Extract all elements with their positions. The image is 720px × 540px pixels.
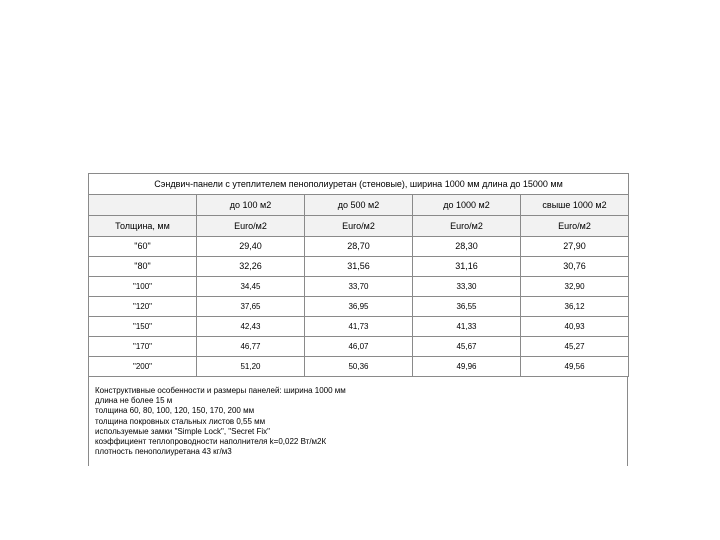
table-row <box>89 337 629 357</box>
note-line: плотность пенополиуретана 43 кг/м3 <box>95 447 232 457</box>
table-title-row <box>89 174 629 195</box>
note-line: коэффициент теплопроводности наполнителя k=0,022 Вт/м2К <box>95 437 327 447</box>
table-row <box>89 237 629 257</box>
price-cell: 46,07 <box>305 337 413 357</box>
note-line: толщина покровных стальных листов 0,55 мм <box>95 416 266 426</box>
price-cell: 33,70 <box>305 277 413 297</box>
thickness-cell: "170" <box>89 337 197 357</box>
price-cell: 45,67 <box>413 337 521 357</box>
table-row <box>89 297 629 317</box>
unit-header-cell: Euro/м2 <box>413 216 521 237</box>
tier-header-cell <box>89 195 197 216</box>
price-cell: 36,12 <box>521 297 629 317</box>
price-cell: 28,70 <box>305 237 413 257</box>
table-row <box>89 317 629 337</box>
tier-header-cell: до 1000 м2 <box>413 195 521 216</box>
unit-header-row <box>89 216 629 237</box>
note-line: толщина 60, 80, 100, 120, 150, 170, 200 мм <box>95 406 255 416</box>
thickness-cell: "60" <box>89 237 197 257</box>
note-line: Конструктивные особенности и размеры панелей: ширина 1000 мм <box>95 386 346 395</box>
thickness-cell: "150" <box>89 317 197 337</box>
price-cell: 51,20 <box>197 357 305 377</box>
price-cell: 45,27 <box>521 337 629 357</box>
price-cell: 31,56 <box>305 257 413 277</box>
unit-header-cell: Толщина, мм <box>89 216 197 237</box>
price-sheet <box>88 173 628 466</box>
table-row <box>89 357 629 377</box>
thickness-cell: "200" <box>89 357 197 377</box>
note-line: используемые замки "Simple Lock", "Secret Fix" <box>95 426 270 436</box>
specifications-notes <box>88 377 628 466</box>
unit-header-cell: Euro/м2 <box>521 216 629 237</box>
tier-header-cell: до 100 м2 <box>197 195 305 216</box>
table-row <box>89 257 629 277</box>
price-cell: 32,90 <box>521 277 629 297</box>
price-cell: 49,56 <box>521 357 629 377</box>
price-cell: 46,77 <box>197 337 305 357</box>
price-cell: 34,45 <box>197 277 305 297</box>
price-cell: 50,36 <box>305 357 413 377</box>
note-line: длина не более 15 м <box>95 396 173 406</box>
table-title: Сэндвич-панели с утеплителем пенополиуретан (стеновые), ширина 1000 мм длина до 15000 мм <box>89 174 629 195</box>
price-cell: 32,26 <box>197 257 305 277</box>
thickness-cell: "80" <box>89 257 197 277</box>
price-cell: 42,43 <box>197 317 305 337</box>
unit-header-cell: Euro/м2 <box>197 216 305 237</box>
tier-header-cell: до 500 м2 <box>305 195 413 216</box>
price-cell: 37,65 <box>197 297 305 317</box>
price-cell: 40,93 <box>521 317 629 337</box>
price-cell: 36,55 <box>413 297 521 317</box>
price-cell: 28,30 <box>413 237 521 257</box>
price-cell: 31,16 <box>413 257 521 277</box>
price-cell: 36,95 <box>305 297 413 317</box>
price-cell: 41,73 <box>305 317 413 337</box>
price-cell: 49,96 <box>413 357 521 377</box>
table-row <box>89 277 629 297</box>
price-cell: 30,76 <box>521 257 629 277</box>
thickness-cell: "100" <box>89 277 197 297</box>
tier-header-cell: свыше 1000 м2 <box>521 195 629 216</box>
price-cell: 27,90 <box>521 237 629 257</box>
price-cell: 41,33 <box>413 317 521 337</box>
thickness-cell: "120" <box>89 297 197 317</box>
tier-header-row <box>89 195 629 216</box>
unit-header-cell: Euro/м2 <box>305 216 413 237</box>
price-table <box>88 173 629 377</box>
price-cell: 29,40 <box>197 237 305 257</box>
price-cell: 33,30 <box>413 277 521 297</box>
